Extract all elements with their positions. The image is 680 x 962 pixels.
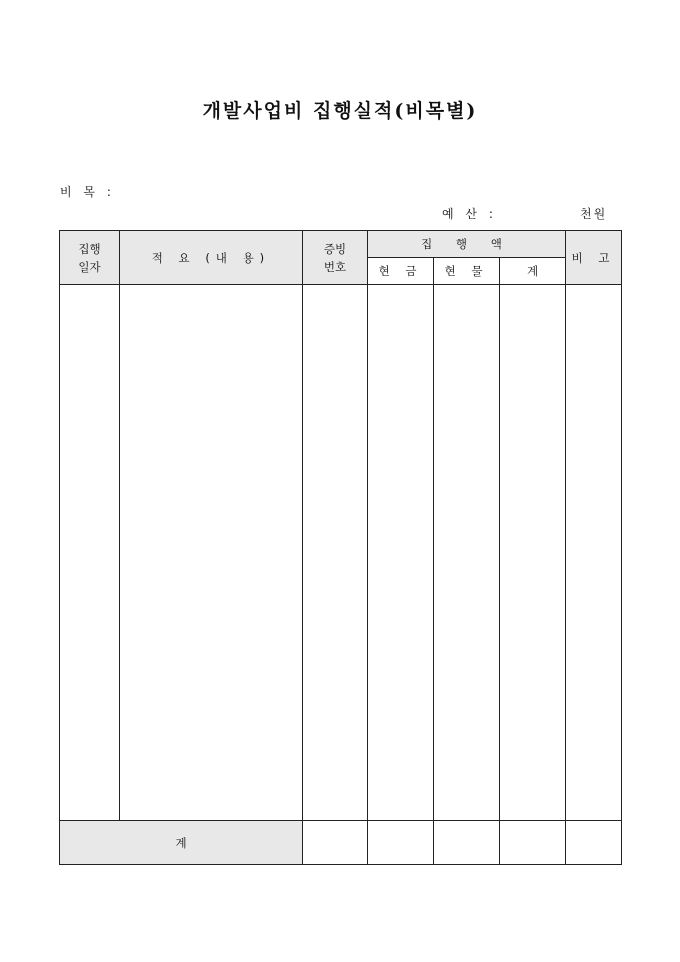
cash-cell[interactable]	[368, 285, 434, 821]
remarks-cell[interactable]	[566, 285, 622, 821]
total-cash-cell[interactable]	[368, 821, 434, 865]
total-goods-cell[interactable]	[434, 821, 500, 865]
cash-header: 현 금	[368, 258, 434, 285]
goods-cell[interactable]	[434, 285, 500, 821]
date-cell[interactable]	[60, 285, 120, 821]
description-header: 적 요 (내 용)	[120, 231, 303, 285]
evidence-header	[303, 231, 368, 285]
execution-amount-header: 집 행 액	[368, 231, 566, 258]
total-label: 계	[60, 821, 303, 865]
header-row	[60, 231, 622, 258]
description-cell[interactable]	[120, 285, 303, 821]
date-header-line1: 집행	[78, 241, 101, 256]
goods-header: 현 물	[434, 258, 500, 285]
total-row	[60, 821, 622, 865]
date-header-line2: 일자	[78, 259, 101, 274]
total-subtotal-cell[interactable]	[500, 821, 566, 865]
total-evidence-cell[interactable]	[303, 821, 368, 865]
body-row	[60, 285, 622, 821]
evidence-header-line2: 번호	[323, 259, 347, 274]
evidence-cell[interactable]	[303, 285, 368, 821]
subtotal-header: 계	[500, 258, 566, 285]
date-header	[60, 231, 120, 285]
budget-label: 예 산 :	[442, 207, 497, 221]
evidence-header-line1: 증빙	[323, 241, 347, 256]
expense-item-label: 비 목 :	[60, 185, 115, 199]
remarks-header: 비 고	[566, 231, 622, 285]
execution-table	[59, 230, 622, 865]
subtotal-cell[interactable]	[500, 285, 566, 821]
unit-label: 천원	[580, 207, 608, 221]
page-title: 개발사업비 집행실적(비목별)	[202, 100, 478, 122]
total-remarks-cell[interactable]	[566, 821, 622, 865]
